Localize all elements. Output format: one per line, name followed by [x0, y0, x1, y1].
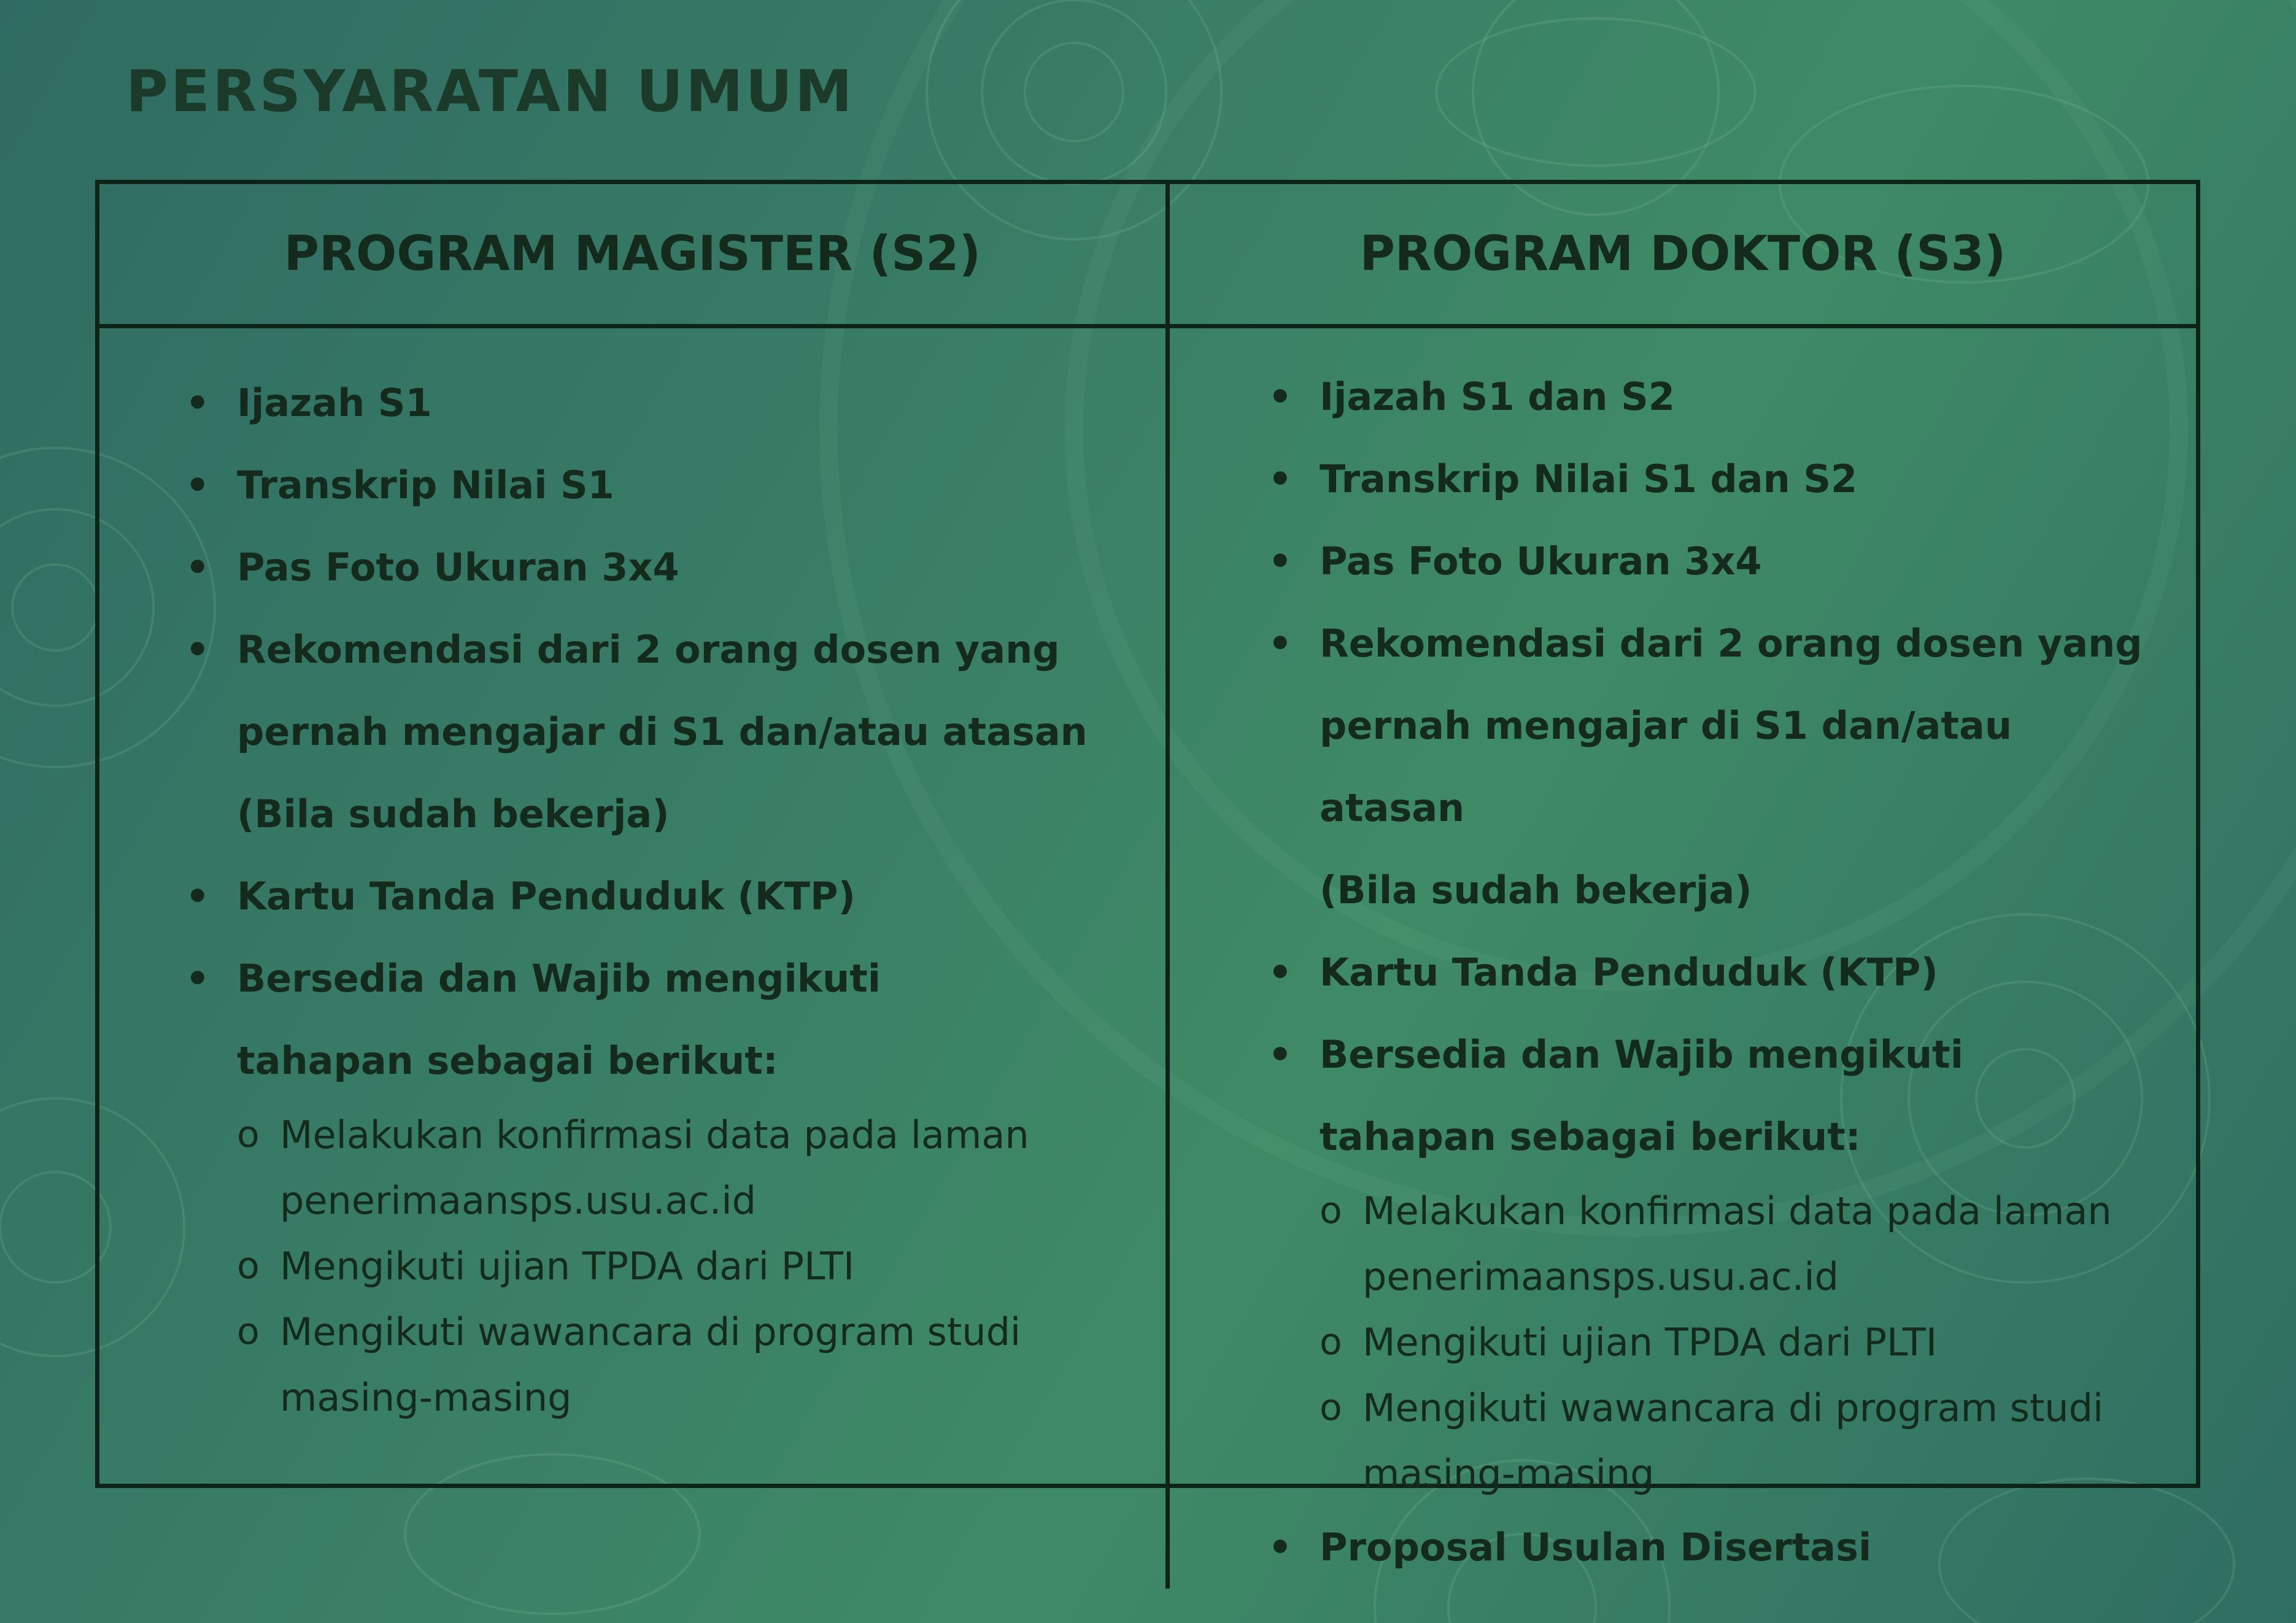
- column-header-magister: PROGRAM MAGISTER (S2): [99, 184, 1170, 328]
- bullet-icon: •: [1268, 374, 1293, 419]
- bullet-icon: •: [1268, 1032, 1293, 1077]
- list-item: [185, 855, 1129, 938]
- list-item: [185, 444, 1129, 526]
- sub-list-item: [1320, 1178, 2159, 1309]
- list-item-line: (Bila sudah bekerja): [237, 792, 670, 836]
- list-item-text: Transkrip Nilai S1 dan S2: [1320, 457, 1858, 501]
- sub-list-item: [237, 1299, 1129, 1430]
- sub-list-item-line: Melakukan konfirmasi data pada laman: [1363, 1189, 2112, 1233]
- list-item: [1268, 438, 2159, 520]
- list-item: [185, 362, 1129, 444]
- list-item: [1268, 520, 2159, 603]
- list-item-text: Transkrip Nilai S1: [237, 463, 614, 507]
- column-doktor: [1170, 328, 2196, 1589]
- list-item-line: Rekomendasi dari 2 orang dosen yang: [1320, 621, 2143, 666]
- requirements-table: [95, 180, 2200, 1570]
- bullet-icon: •: [185, 463, 210, 507]
- sub-list-item: [1320, 1309, 2159, 1375]
- bullet-icon: •: [1268, 621, 1293, 666]
- sub-list-item-line: masing-masing: [280, 1375, 572, 1420]
- column-header-doktor: PROGRAM DOKTOR (S3): [1170, 184, 2196, 328]
- sub-list-item-line: masing-masing: [1363, 1451, 1655, 1496]
- bullet-icon: •: [1268, 457, 1293, 501]
- circle-bullet-icon: o: [237, 1310, 260, 1353]
- bullet-icon: •: [185, 380, 210, 425]
- sub-list: [237, 1102, 1129, 1430]
- list-item-text: Pas Foto Ukuran 3x4: [237, 545, 679, 590]
- bullet-icon: •: [185, 874, 210, 919]
- list-item: [1268, 1014, 2159, 1506]
- bullet-icon: •: [1268, 539, 1293, 584]
- list-item-line: Rekomendasi dari 2 orang dosen yang: [237, 627, 1060, 672]
- list-item-line: Bersedia dan Wajib mengikuti: [1320, 1032, 1964, 1077]
- list-item: [1268, 603, 2159, 931]
- sub-list-item: [1320, 1375, 2159, 1506]
- requirement-list: [185, 362, 1129, 1430]
- list-item: [185, 609, 1129, 855]
- circle-bullet-icon: o: [1320, 1386, 1342, 1429]
- list-item: [1268, 356, 2159, 438]
- bullet-icon: •: [1268, 950, 1293, 995]
- sub-list-item-line: Mengikuti wawancara di program studi: [1363, 1386, 2104, 1430]
- sub-list-item: [237, 1102, 1129, 1233]
- circle-bullet-icon: o: [1320, 1320, 1342, 1363]
- circle-bullet-icon: o: [1320, 1189, 1342, 1232]
- list-item: [185, 526, 1129, 609]
- list-item-text: Kartu Tanda Penduduk (KTP): [1320, 950, 1938, 995]
- sub-list: [1320, 1178, 2159, 1506]
- list-item-text: Proposal Usulan Disertasi: [1320, 1525, 1872, 1570]
- list-item: [185, 938, 1129, 1430]
- circle-bullet-icon: o: [237, 1244, 260, 1287]
- page-title: PERSYARATAN UMUM: [126, 58, 855, 125]
- list-item-line: (Bila sudah bekerja): [1320, 868, 1752, 912]
- list-item-text: Kartu Tanda Penduduk (KTP): [237, 874, 856, 919]
- list-item: [1268, 931, 2159, 1014]
- sub-list-item-line: Mengikuti ujian TPDA dari PLTI: [1363, 1320, 1938, 1365]
- sub-list-item-line: Mengikuti wawancara di program studi: [280, 1309, 1021, 1354]
- list-item-line: pernah mengajar di S1 dan/atau atasan: [237, 709, 1088, 754]
- list-item-line: tahapan sebagai berikut:: [237, 1038, 778, 1083]
- list-item-text: Pas Foto Ukuran 3x4: [1320, 539, 1762, 584]
- sub-list-item-line: penerimaansps.usu.ac.id: [1363, 1254, 1839, 1299]
- sub-list-item-line: penerimaansps.usu.ac.id: [280, 1178, 756, 1223]
- list-item-text: Ijazah S1 dan S2: [1320, 374, 1675, 419]
- bullet-icon: •: [185, 956, 210, 1001]
- requirement-list: [1268, 356, 2159, 1589]
- sub-list-item-line: Melakukan konfirmasi data pada laman: [280, 1112, 1029, 1157]
- bullet-icon: •: [185, 627, 210, 672]
- bullet-icon: •: [185, 545, 210, 590]
- sub-list-item: [237, 1233, 1129, 1299]
- circle-bullet-icon: o: [237, 1113, 260, 1156]
- list-item-line: pernah mengajar di S1 dan/atau atasan: [1320, 703, 2012, 830]
- column-magister: [99, 328, 1170, 1589]
- list-item-line: tahapan sebagai berikut:: [1320, 1114, 1861, 1159]
- list-item: [1268, 1506, 2159, 1589]
- bullet-icon: •: [1268, 1525, 1293, 1570]
- sub-list-item-line: Mengikuti ujian TPDA dari PLTI: [280, 1244, 855, 1289]
- list-item-text: Ijazah S1: [237, 380, 432, 425]
- list-item-line: Bersedia dan Wajib mengikuti: [237, 956, 881, 1001]
